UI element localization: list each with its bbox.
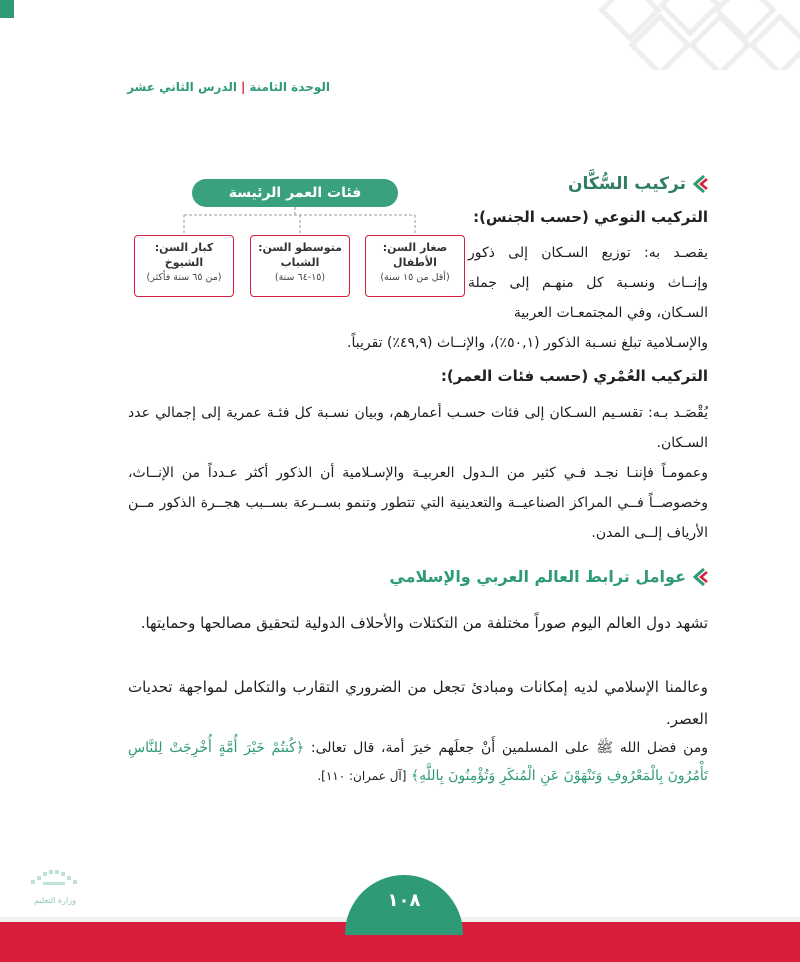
header-pattern [470,0,800,70]
subheading-gender-structure: التركيب النوعي (حسب الجنس): [473,208,708,226]
chevron-bullet-icon [692,568,708,586]
section-title-text: عوامل ترابط العالم العربي والإسلامي [389,567,686,586]
section-title-connection-factors [389,567,708,586]
age-box-group: الشباب [280,256,320,269]
subheading-age-structure: التركيب العُمْري (حسب فئات العمر): [440,367,708,385]
ministry-logo [25,866,85,914]
corner-accent [0,0,14,18]
quran-verse-text: ﴿كُنتُمْ خَيْرَ أُمَّةٍ أُخْرِجَتْ لِلنَّاسِ تَأْمُرُونَ بِالْمَعْرُوفِ وَتَنْهَوْنَ عَنِ الْمُنكَرِ وَتُؤْمِنُونَ بِاللَّهِ﴾ [128,740,708,784]
header-separator: | [240,80,246,94]
age-box-label: كبار السن: [154,241,214,254]
header-unit: الوحدة الثامنة [249,80,330,94]
header-lesson: الدرس الثاني عشر [127,80,237,94]
section-title-population [568,174,708,194]
running-header [127,80,330,94]
paragraph-male-majority: وعمومـاً فإننـا نجـد فـي كثير من الـدول العربيـة والإسـلامية أن الذكور أكثر عـدداً من الإنــاث، وخصوصــاً فــي المراكز الصناعيــة والتعدينية التي تتطور وتنمو بســرعة بســبب هجــرة الذكور مــن الأرياف إلــى المدن. [128,465,708,541]
age-box-old [134,235,234,297]
section-title-text: تركيب السُّكَّان [568,174,686,194]
age-box-range: (من ٦٥ سنة فأكثر) [146,272,222,283]
diagram-title-age-groups: فئات العمر الرئيسة [192,179,398,207]
paragraph-age-definition: يُقْصَـد بـه: تقسـيم السـكان إلى فئات حسـب أعمارهم، وبيان نسـبة كل فئـة عمرية إلى إجمالي عدد السـكان. [128,405,708,451]
age-box-middle [250,235,350,297]
age-box-group: الأطفال [393,256,437,269]
chevron-bullet-icon [692,175,708,193]
paragraph-gender-definition: يقصـد به: توزيع السـكان إلى ذكور وإنــاث ونسـبة كل منهـم إلى جملة السـكان، وفي المجتمعـات العربية [468,245,708,321]
ministry-logo-icon [25,866,85,896]
ministry-name: وزارة التعليم [34,896,76,905]
paragraph-quran-verse [128,734,708,790]
verse-intro: ومن فضل الله ﷺ على المسلمين أَنْ جعلَهم خيرَ أمة، قال تعالى: [310,740,709,756]
age-box-label: متوسطو السن: [258,241,342,254]
paragraph-alliances: تشهد دول العالم اليوم صوراً مختلفة من التكتلات والأحلاف الدولية لتحقيق مصالحها وحمايتها. [140,614,708,632]
age-box-range: (١٥-٦٤ سنة) [274,272,326,283]
age-box-label: صغار السن: [382,241,448,254]
age-box-young [365,235,465,297]
age-box-range: (أقل من ١٥ سنة) [380,272,450,283]
verse-reference: [آل عمران: ١١٠]. [317,769,407,783]
page-number: ١٠٨ [345,875,463,935]
paragraph-gender-ratio: والإسـلامية تبلغ نسـبة الذكور (٥٠,١٪)، والإنــاث (٤٩,٩٪) تقريباً. [347,335,708,351]
age-box-group: الشيوخ [164,256,204,269]
paragraph-islamic-world: وعالمنا الإسلامي لديه إمكانات ومبادئ تجعل من الضروري التقارب والتكامل لمواجهة تحديات العصر. [128,678,708,728]
